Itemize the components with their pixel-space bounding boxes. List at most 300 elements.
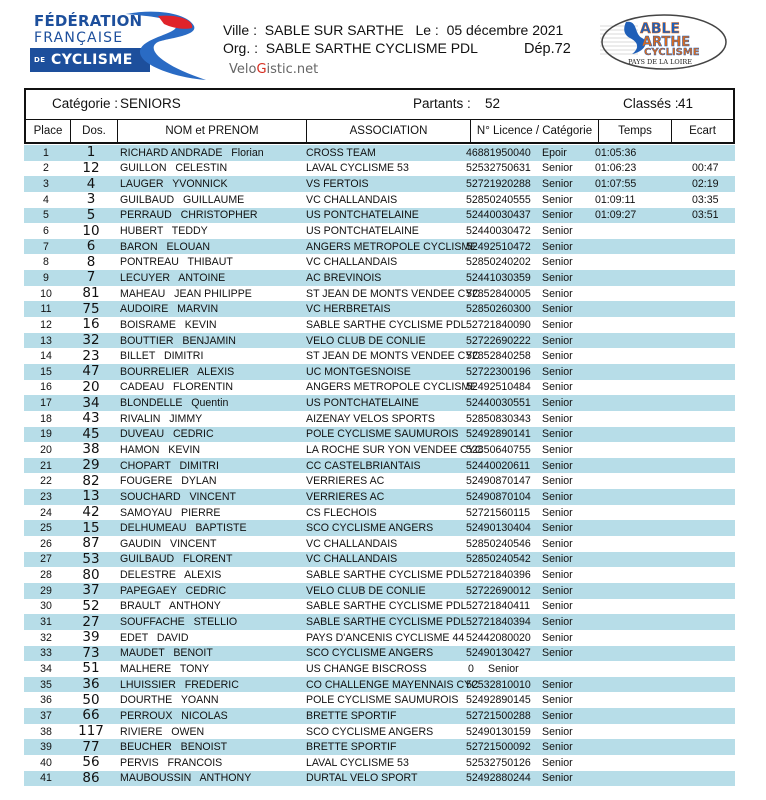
- result-row: [24, 692, 735, 708]
- result-association: SABLE SARTHE CYCLISME PDL: [306, 616, 467, 629]
- result-dos: 45: [82, 425, 100, 442]
- result-gap: 00:47: [692, 162, 719, 175]
- classes-value: 41: [678, 96, 694, 111]
- result-association: US PONTCHATELAINE: [306, 225, 419, 238]
- result-licence: 52492880244: [466, 772, 531, 785]
- ffc-logo-line3: DE CYCLISME: [34, 52, 133, 68]
- result-row: [24, 505, 735, 521]
- result-name: EDET DAVID: [120, 631, 189, 644]
- result-name: DUVEAU CEDRIC: [120, 428, 214, 441]
- result-licence: 52850240546: [466, 537, 531, 550]
- result-association: VERRIERES AC: [306, 475, 385, 488]
- result-category: Senior: [542, 365, 573, 378]
- result-place: 19: [40, 428, 52, 441]
- result-association: US PONTCHATELAINE: [306, 397, 419, 410]
- result-place: 21: [40, 459, 52, 472]
- result-category: Senior: [542, 443, 573, 456]
- result-place: 36: [40, 694, 52, 707]
- result-dos: 34: [82, 394, 100, 411]
- result-dos: 6: [86, 238, 96, 255]
- result-row: [24, 427, 735, 443]
- result-name: SAMOYAU PIERRE: [120, 506, 221, 519]
- result-row: [24, 333, 735, 349]
- result-row: [24, 161, 735, 177]
- result-licence: 52722690012: [466, 584, 531, 597]
- result-place: 23: [40, 490, 52, 503]
- result-licence: 52721840394: [466, 616, 531, 629]
- result-row: [24, 317, 735, 333]
- result-licence: 52721920288: [466, 178, 531, 191]
- result-gap: 02:19: [692, 178, 719, 191]
- result-licence: 52850260300: [466, 303, 531, 316]
- col-header-nom: NOM et PRENOM: [118, 120, 307, 142]
- club-logo-line4: PAYS DE LA LOIRE: [628, 58, 692, 66]
- result-association: UC MONTGESNOISE: [306, 365, 411, 378]
- result-category: Senior: [488, 662, 519, 675]
- result-dos: 53: [82, 550, 100, 567]
- result-category: Senior: [542, 303, 573, 316]
- result-place: 26: [40, 537, 52, 550]
- result-row: [24, 176, 735, 192]
- result-name: AUDOIRE MARVIN: [120, 303, 219, 316]
- result-association: VC CHALLANDAIS: [306, 537, 398, 550]
- result-category: Senior: [542, 162, 573, 175]
- result-row: [24, 677, 735, 693]
- result-licence: 52490870147: [466, 475, 531, 488]
- result-licence: 52490130427: [466, 647, 531, 660]
- result-place: 27: [40, 553, 52, 566]
- result-row: [24, 583, 735, 599]
- results-sheet: [24, 88, 735, 786]
- result-category: Senior: [542, 397, 573, 410]
- result-name: DELHUMEAU BAPTISTE: [120, 522, 247, 535]
- result-association: ANGERS METROPOLE CYCLISME: [306, 381, 478, 394]
- result-licence: 52850240555: [466, 193, 531, 206]
- result-row: [24, 286, 735, 302]
- result-dos: 80: [82, 566, 100, 583]
- result-time: 01:06:23: [595, 162, 637, 175]
- result-row: [24, 442, 735, 458]
- result-row: [24, 254, 735, 270]
- result-row: [24, 536, 735, 552]
- result-place: 12: [40, 318, 52, 331]
- result-category: Senior: [542, 694, 573, 707]
- result-category: Senior: [542, 709, 573, 722]
- result-association: VC CHALLANDAIS: [306, 553, 398, 566]
- club-logo: [598, 12, 730, 72]
- result-row: [24, 567, 735, 583]
- result-association: CROSS TEAM: [306, 146, 376, 159]
- result-name: BILLET DIMITRI: [120, 350, 204, 363]
- categorie-label: Catégorie :: [52, 96, 119, 111]
- col-header-dos: Dos.: [71, 120, 118, 142]
- result-place: 2: [43, 162, 49, 175]
- result-association: LAVAL CYCLISME 53: [306, 756, 409, 769]
- result-row: [24, 208, 735, 224]
- result-association: ANGERS METROPOLE CYCLISME: [306, 240, 478, 253]
- date-value: 05 décembre 2021: [446, 22, 564, 38]
- result-dos: 29: [82, 457, 100, 474]
- result-name: DOURTHE YOANN: [120, 694, 219, 707]
- result-dos: 56: [82, 754, 100, 771]
- result-name: BOURRELIER ALEXIS: [120, 365, 235, 378]
- result-row: [24, 599, 735, 615]
- result-category: Senior: [542, 506, 573, 519]
- result-name: DELESTRE ALEXIS: [120, 569, 222, 582]
- result-dos: 86: [82, 769, 100, 786]
- result-dos: 66: [82, 707, 100, 724]
- result-association: VELO CLUB DE CONLIE: [306, 334, 426, 347]
- ffc-swoosh-icon: [118, 8, 213, 82]
- result-dos: 37: [82, 582, 100, 599]
- result-place: 41: [40, 772, 52, 785]
- result-name: PERROUX NICOLAS: [120, 709, 228, 722]
- result-dos: 82: [82, 472, 100, 489]
- result-row: [24, 489, 735, 505]
- result-gap: 03:35: [692, 193, 719, 206]
- result-association: VERRIERES AC: [306, 490, 385, 503]
- result-category: Senior: [542, 537, 573, 550]
- result-place: 3: [43, 178, 49, 191]
- result-name: PAPEGAEY CEDRIC: [120, 584, 227, 597]
- velogistic-link[interactable]: VeloGistic.net: [229, 62, 319, 77]
- result-place: 11: [40, 303, 52, 316]
- result-category: Senior: [542, 475, 573, 488]
- ffc-logo-line1: FÉDÉRATION: [34, 12, 143, 30]
- result-association: DURTAL VELO SPORT: [306, 772, 418, 785]
- result-association: CO CHALLENGE MAYENNAIS CYC: [306, 678, 479, 691]
- result-name: FOUGERE DYLAN: [120, 475, 217, 488]
- result-name: CADEAU FLORENTIN: [120, 381, 234, 394]
- partants-value: 52: [485, 96, 501, 111]
- col-header-licence: N° Licence / Catégorie: [471, 120, 599, 142]
- result-dos: 50: [82, 691, 100, 708]
- result-association: AC BREVINOIS: [306, 271, 382, 284]
- result-name: MAUBOUSSIN ANTHONY: [120, 772, 252, 785]
- result-association: POLE CYCLISME SAUMUROIS: [306, 428, 459, 441]
- result-association: CC CASTELBRIANTAIS: [306, 459, 421, 472]
- result-place: 24: [40, 506, 52, 519]
- result-name: LHUISSIER FREDERIC: [120, 678, 239, 691]
- org-value: SABLE SARTHE CYCLISME PDL: [265, 40, 478, 56]
- result-licence: 52721840396: [466, 569, 531, 582]
- result-place: 32: [40, 631, 52, 644]
- result-row: [24, 223, 735, 239]
- result-licence: 52492510484: [466, 381, 531, 394]
- result-category: Senior: [542, 616, 573, 629]
- result-row: [24, 646, 735, 662]
- summary-row: [24, 88, 735, 120]
- categorie-value: SENIORS: [120, 96, 181, 111]
- result-category: Senior: [542, 553, 573, 566]
- result-category: Senior: [542, 256, 573, 269]
- result-place: 34: [40, 662, 52, 675]
- result-category: Senior: [542, 318, 573, 331]
- result-category: Senior: [542, 271, 573, 284]
- result-dos: 52: [82, 597, 100, 614]
- result-dos: 7: [86, 269, 96, 286]
- result-row: [24, 395, 735, 411]
- result-place: 38: [40, 725, 52, 738]
- result-association: BRETTE SPORTIF: [306, 709, 397, 722]
- result-name: GAUDIN VINCENT: [120, 537, 217, 550]
- result-licence: 52721560115: [466, 506, 531, 519]
- result-dos: 75: [82, 300, 100, 317]
- result-association: SCO CYCLISME ANGERS: [306, 522, 434, 535]
- result-licence: 52492890145: [466, 694, 531, 707]
- result-row: [24, 192, 735, 208]
- result-name: RIVIERE OWEN: [120, 725, 205, 738]
- result-dos: 5: [86, 206, 96, 223]
- col-header-place: Place: [26, 120, 71, 142]
- result-dos: 36: [82, 676, 100, 693]
- result-association: CS FLECHOIS: [306, 506, 377, 519]
- result-place: 29: [40, 584, 52, 597]
- result-category: Senior: [542, 381, 573, 394]
- result-name: HUBERT TEDDY: [120, 225, 208, 238]
- result-dos: 32: [82, 332, 100, 348]
- result-name: GUILBAUD FLORENT: [120, 553, 233, 566]
- ville-value: SABLE SUR SARTHE: [264, 22, 404, 38]
- result-licence: 52852840258: [466, 350, 531, 363]
- result-name: BRAULT ANTHONY: [120, 600, 221, 613]
- result-association: SCO CYCLISME ANGERS: [306, 725, 434, 738]
- result-category: Senior: [542, 600, 573, 613]
- result-place: 7: [43, 240, 49, 253]
- departement: Dép.72: [524, 41, 571, 57]
- result-licence: 52490130159: [466, 725, 531, 738]
- result-dos: 13: [82, 488, 100, 505]
- result-licence: 52722690222: [466, 334, 531, 347]
- result-licence: 52532810010: [466, 678, 531, 691]
- result-dos: 81: [82, 285, 100, 302]
- result-category: Epoir: [542, 146, 567, 159]
- result-row: [24, 755, 735, 771]
- result-dos: 1: [86, 144, 96, 161]
- result-licence: 52721500092: [466, 741, 531, 754]
- result-row: [24, 708, 735, 724]
- result-place: 4: [43, 193, 49, 206]
- result-dos: 38: [82, 441, 100, 458]
- result-place: 5: [43, 209, 49, 222]
- result-name: GUILBAUD GUILLAUME: [120, 193, 245, 206]
- result-association: ST JEAN DE MONTS VENDEE CYC: [306, 287, 481, 300]
- result-place: 1: [43, 146, 49, 159]
- result-place: 22: [40, 475, 52, 488]
- result-place: 37: [40, 709, 52, 722]
- result-name: LECUYER ANTOINE: [120, 271, 226, 284]
- result-name: BARON ELOUAN: [120, 240, 211, 253]
- result-licence: 52440030437: [466, 209, 531, 222]
- result-licence: 52532750631: [466, 162, 531, 175]
- result-association: US PONTCHATELAINE: [306, 209, 419, 222]
- result-dos: 12: [82, 159, 100, 176]
- result-category: Senior: [542, 725, 573, 738]
- result-licence: 52532750126: [466, 756, 531, 769]
- col-header-association: ASSOCIATION: [307, 120, 471, 142]
- result-row: [24, 239, 735, 255]
- result-dos: 3: [86, 191, 96, 208]
- result-licence: 52492510472: [466, 240, 531, 253]
- result-row: [24, 458, 735, 474]
- result-name: RIVALIN JIMMY: [120, 412, 203, 425]
- result-time: 01:09:27: [595, 209, 637, 222]
- result-row: [24, 411, 735, 427]
- result-row: [24, 614, 735, 630]
- club-logo-line2: ARTHE: [642, 35, 691, 50]
- result-row: [24, 552, 735, 568]
- result-association: LA ROCHE SUR YON VENDEE CYC: [306, 443, 483, 456]
- result-category: Senior: [542, 428, 573, 441]
- result-category: Senior: [542, 209, 573, 222]
- result-row: [24, 364, 735, 380]
- result-place: 35: [40, 678, 52, 691]
- result-place: 18: [40, 412, 52, 425]
- result-licence: 52721840411: [466, 600, 531, 613]
- result-place: 10: [40, 287, 52, 300]
- club-logo-line1: ABLE: [640, 21, 680, 37]
- result-licence: 0: [468, 662, 474, 675]
- col-header-temps: Temps: [599, 120, 672, 142]
- result-association: VC CHALLANDAIS: [306, 256, 398, 269]
- result-dos: 20: [82, 378, 100, 395]
- result-association: VC HERBRETAIS: [306, 303, 391, 316]
- result-dos: 87: [82, 535, 100, 552]
- result-row: [24, 739, 735, 755]
- result-category: Senior: [542, 459, 573, 472]
- result-association: VC CHALLANDAIS: [306, 193, 398, 206]
- col-header-ecart: Ecart: [689, 125, 716, 137]
- result-dos: 77: [82, 738, 100, 755]
- result-name: BOISRAME KEVIN: [120, 318, 217, 331]
- result-row: [24, 301, 735, 317]
- result-time: 01:05:36: [595, 146, 637, 159]
- org-line: Org. : SABLE SARTHE CYCLISME PDL: [223, 40, 478, 56]
- result-association: AIZENAY VELOS SPORTS: [306, 412, 435, 425]
- result-place: 13: [40, 334, 52, 347]
- result-place: 40: [40, 756, 52, 769]
- result-category: Senior: [542, 334, 573, 347]
- result-association: VS FERTOIS: [306, 178, 369, 191]
- result-name: MAUDET BENOIT: [120, 647, 213, 660]
- result-name: HAMON KEVIN: [120, 443, 201, 456]
- result-name: MAHEAU JEAN PHILIPPE: [120, 287, 252, 300]
- result-association: SABLE SARTHE CYCLISME PDL: [306, 318, 467, 331]
- result-dos: 16: [82, 316, 100, 333]
- result-row: [24, 348, 735, 364]
- result-association: POLE CYCLISME SAUMUROIS: [306, 694, 459, 707]
- classes-label: Classés :: [623, 96, 679, 111]
- result-licence: 52722300196: [466, 365, 531, 378]
- result-dos: 117: [78, 723, 104, 740]
- result-name: PERVIS FRANCOIS: [120, 756, 223, 769]
- result-name: MALHERE TONY: [120, 662, 210, 675]
- result-category: Senior: [542, 584, 573, 597]
- result-category: Senior: [542, 240, 573, 253]
- result-category: Senior: [542, 631, 573, 644]
- result-category: Senior: [542, 287, 573, 300]
- result-place: 14: [40, 350, 52, 363]
- result-place: 16: [40, 381, 52, 394]
- result-dos: 8: [86, 253, 96, 270]
- result-dos: 15: [82, 519, 100, 536]
- result-name: BLONDELLE Quentin: [120, 397, 229, 410]
- result-licence: 52440030472: [466, 225, 531, 238]
- result-gap: 03:51: [692, 209, 719, 222]
- result-association: US CHANGE BISCROSS: [306, 662, 427, 675]
- result-row: [24, 380, 735, 396]
- result-licence: 52492890141: [466, 428, 531, 441]
- result-place: 30: [40, 600, 52, 613]
- result-place: 20: [40, 443, 52, 456]
- result-dos: 39: [82, 629, 100, 646]
- result-row: [24, 630, 735, 646]
- result-category: Senior: [542, 225, 573, 238]
- result-licence: 52441030359: [466, 271, 531, 284]
- result-licence: 52490130404: [466, 522, 531, 535]
- result-row: [24, 270, 735, 286]
- result-place: 17: [40, 397, 52, 410]
- result-place: 9: [43, 271, 49, 284]
- result-licence: 52852840005: [466, 287, 531, 300]
- result-row: [24, 520, 735, 536]
- result-category: Senior: [542, 178, 573, 191]
- result-category: Senior: [542, 412, 573, 425]
- result-licence: 52440030551: [466, 397, 531, 410]
- result-dos: 42: [82, 504, 100, 521]
- result-name: SOUCHARD VINCENT: [120, 490, 236, 503]
- club-logo-line3: CYCLISME: [644, 47, 700, 58]
- result-row: [24, 473, 735, 489]
- result-name: PONTREAU THIBAUT: [120, 256, 233, 269]
- result-association: SCO CYCLISME ANGERS: [306, 647, 434, 660]
- result-dos: 27: [82, 613, 100, 630]
- result-row: [24, 145, 735, 161]
- result-place: 31: [40, 616, 52, 629]
- result-name: LAUGER YVONNICK: [120, 178, 228, 191]
- result-association: SABLE SARTHE CYCLISME PDL: [306, 600, 467, 613]
- result-licence: 52721840090: [466, 318, 531, 331]
- result-place: 25: [40, 522, 52, 535]
- result-dos: 10: [82, 222, 100, 239]
- result-time: 01:07:55: [595, 178, 637, 191]
- result-name: RICHARD ANDRADE Florian: [120, 146, 264, 159]
- result-place: 15: [40, 365, 52, 378]
- result-place: 28: [40, 569, 52, 582]
- result-place: 33: [40, 647, 52, 660]
- result-licence: 46881950040: [466, 146, 531, 159]
- result-row: [24, 661, 735, 677]
- results-rows: [24, 145, 735, 786]
- result-association: ST JEAN DE MONTS VENDEE CYC: [306, 350, 481, 363]
- result-name: SOUFFACHE STELLIO: [120, 616, 238, 629]
- result-time: 01:09:11: [595, 193, 636, 206]
- result-licence: 52442080020: [466, 631, 531, 644]
- result-category: Senior: [542, 772, 573, 785]
- result-licence: 52850240202: [466, 256, 531, 269]
- result-association: PAYS D'ANCENIS CYCLISME 44: [306, 631, 465, 644]
- ffc-logo: [30, 8, 210, 80]
- result-category: Senior: [542, 350, 573, 363]
- result-association: BRETTE SPORTIF: [306, 741, 397, 754]
- result-dos: 4: [86, 175, 96, 192]
- result-row: [24, 724, 735, 740]
- result-category: Senior: [542, 647, 573, 660]
- result-licence: 52850640755: [466, 443, 531, 456]
- result-association: LAVAL CYCLISME 53: [306, 162, 409, 175]
- result-category: Senior: [542, 490, 573, 503]
- result-category: Senior: [542, 756, 573, 769]
